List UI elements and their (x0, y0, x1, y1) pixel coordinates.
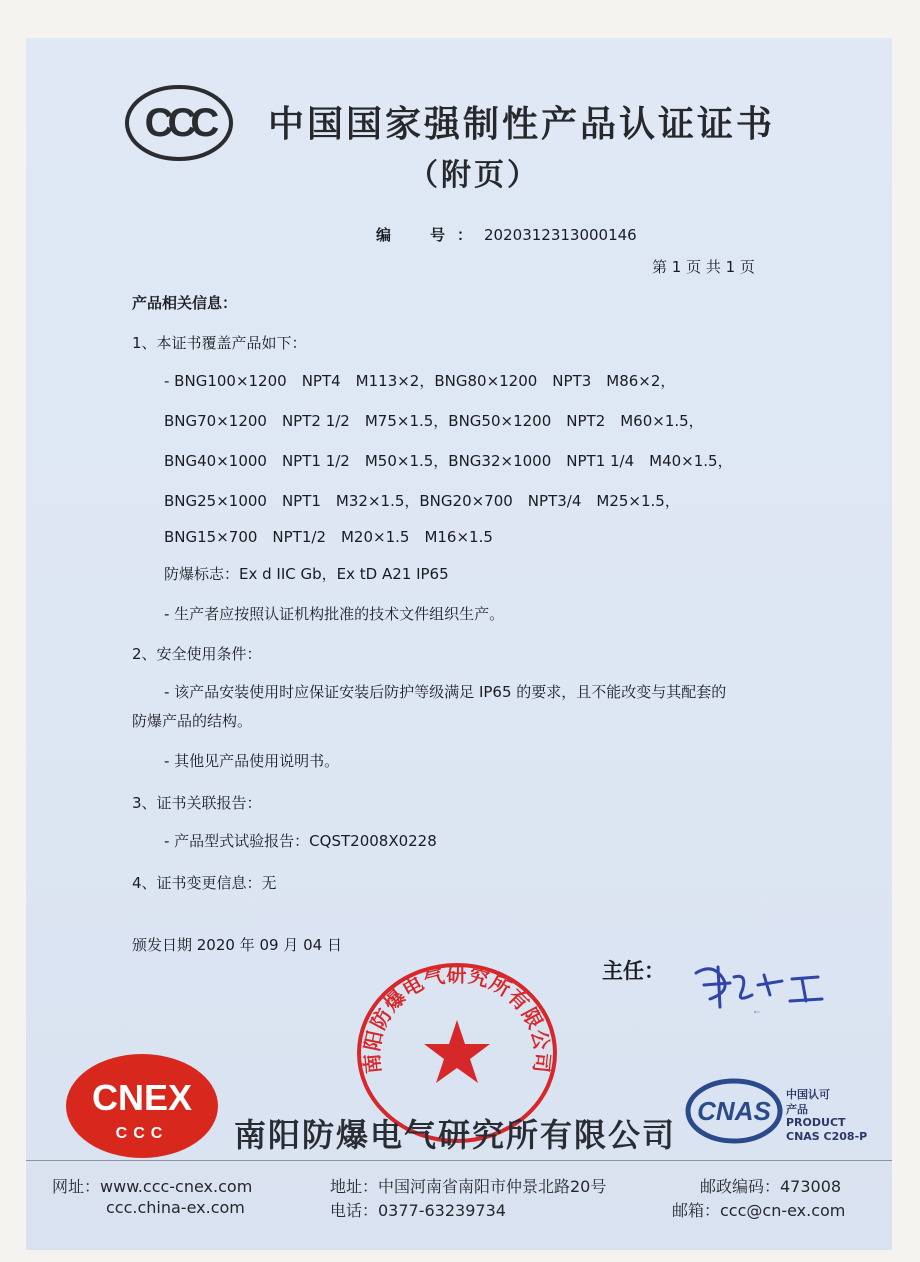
explosion-marking: 防爆标志：Ex d IIC Gb，Ex tD A21 IP65 (164, 565, 449, 583)
item-4-title: 4、证书变更信息：无 (132, 874, 277, 892)
svg-text:CCC: CCC (144, 101, 214, 145)
page-info: 第 1 页 共 1 页 (652, 258, 755, 276)
footer-email[interactable]: 邮箱：ccc@cn-ex.com (672, 1201, 846, 1220)
cnex-logo (62, 1050, 222, 1162)
section-label: 产品相关信息： (132, 294, 238, 312)
svg-text:CNEX: CNEX (91, 1077, 193, 1118)
item-1-title: 1、本证书覆盖产品如下： (132, 334, 307, 352)
organization-name: 南阳防爆电气研究所有限公司 (234, 1116, 677, 1154)
svg-text:穆大玉: 穆大玉 (753, 1012, 761, 1014)
cnas-line-4: CNAS C208-P (786, 1130, 868, 1143)
product-line: BNG70×1200 NPT2 1/2 M75×1.5，BNG50×1200 NPT2 M60×1.5， (164, 412, 704, 430)
certificate-number-label: 编 号： (376, 226, 485, 244)
product-line: BNG25×1000 NPT1 M32×1.5，BNG20×700 NPT3/4 M25×1.5， (164, 492, 680, 510)
director-label: 主任： (602, 959, 665, 983)
footer-divider (26, 1160, 892, 1161)
safety-condition-2: - 其他见产品使用说明书。 (164, 752, 340, 770)
certificate-number-value: 2020312313000146 (484, 226, 637, 244)
safety-condition-cont: 防爆产品的结构。 (132, 712, 253, 730)
website-link-2[interactable]: ccc.china-ex.com (106, 1198, 245, 1217)
product-line: BNG15×700 NPT1/2 M20×1.5 M16×1.5 (164, 528, 493, 546)
footer-web-label: 网址： (52, 1177, 101, 1196)
cnas-line-1: 中国认可 (786, 1088, 830, 1101)
safety-condition: - 该产品安装使用时应保证安装后防护等级满足 IP65 的要求，且不能改变与其配套的 (164, 683, 727, 701)
certificate-title: 中国国家强制性产品认证证书 (268, 104, 776, 145)
item-3-title: 3、证书关联报告： (132, 794, 262, 812)
ccc-logo (124, 84, 234, 162)
svg-text:南阳防爆电气研究所有限公司: 南阳防爆电气研究所有限公司 (359, 962, 555, 1075)
item-2-title: 2、安全使用条件： (132, 645, 262, 663)
product-line: - BNG100×1200 NPT4 M113×2，BNG80×1200 NPT3 M86×2， (164, 372, 676, 390)
production-note: - 生产者应按照认证机构批准的技术文件组织生产。 (164, 605, 505, 623)
cnas-line-3: PRODUCT (786, 1116, 846, 1129)
footer-address: 地址：中国河南省南阳市仲景北路20号 (330, 1177, 607, 1196)
certificate-subtitle: （附页） (408, 158, 540, 193)
certificate-number (376, 224, 637, 245)
website-link[interactable]: www.ccc-cnex.com (100, 1177, 253, 1196)
svg-text:CNAS: CNAS (697, 1096, 771, 1126)
cnas-line-2: 产品 (786, 1103, 808, 1116)
footer-phone: 电话：0377-63239734 (330, 1201, 506, 1220)
director-signature (682, 955, 832, 1015)
footer-postcode: 邮政编码：473008 (700, 1177, 842, 1196)
svg-text:CCC: CCC (115, 1125, 169, 1142)
product-line: BNG40×1000 NPT1 1/2 M50×1.5，BNG32×1000 NPT1 1/4 M40×1.5， (164, 452, 733, 470)
test-report: - 产品型式试验报告：CQST2008X0228 (164, 832, 437, 850)
footer-web (52, 1174, 252, 1197)
cnas-logo (684, 1076, 784, 1146)
issue-date: 颁发日期 2020 年 09 月 04 日 (132, 936, 342, 954)
